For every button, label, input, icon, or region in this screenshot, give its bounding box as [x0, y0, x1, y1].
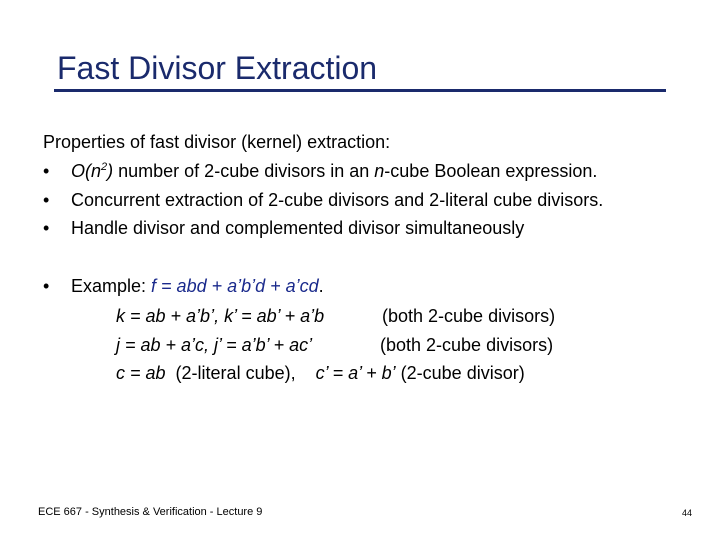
example-period: .	[318, 276, 324, 296]
bullet-marker: •	[43, 276, 50, 296]
bullet-item-3: Handle divisor and complemented divisor simultaneously	[71, 218, 525, 238]
title-underline	[54, 89, 666, 92]
example-row-1-formula: k = ab + a’b’, k’ = ab’ + a’b	[116, 306, 325, 326]
example-label: Example:	[71, 276, 152, 296]
example-row-2-formula: j = ab + a’c, j’ = a’b’ + ac’	[116, 335, 313, 355]
bullet-1-text: number of 2-cube divisors in an	[113, 161, 375, 181]
bullet-marker: •	[43, 161, 50, 181]
bullet-marker: •	[43, 218, 50, 238]
example-expression: f = abd + a’b’d + a’cd	[151, 276, 319, 296]
example-row-3-formula-b: c’ = a’ + b’	[315, 363, 396, 383]
complexity-notation: O(n	[71, 161, 102, 181]
example-row-2-note: (both 2-cube divisors)	[380, 335, 554, 355]
complexity-close: )	[107, 161, 114, 181]
example-row-3-formula-a: c = ab	[116, 363, 166, 383]
example-row-3-note-a: (2-literal cube),	[165, 363, 316, 383]
bullet-marker: •	[43, 190, 50, 210]
intro-text: Properties of fast divisor (kernel) extraction:	[43, 132, 391, 152]
example-row-3	[116, 362, 525, 384]
footer-text: ECE 667 - Synthesis & Verification - Lecture 9	[38, 506, 263, 518]
example-line	[71, 275, 324, 297]
bullet-1-tail: -cube Boolean expression.	[384, 161, 598, 181]
bullet-1-variable: n	[374, 161, 385, 181]
page-number: 44	[682, 508, 693, 518]
complexity-exponent: 2	[101, 161, 108, 173]
slide-title: Fast Divisor Extraction	[57, 50, 378, 86]
example-row-1-note: (both 2-cube divisors)	[382, 306, 556, 326]
example-row-3-note-b: (2-cube divisor)	[395, 363, 525, 383]
bullet-item-2: Concurrent extraction of 2-cube divisors and 2-literal cube divisors.	[71, 190, 604, 210]
bullet-item-1	[71, 160, 597, 182]
